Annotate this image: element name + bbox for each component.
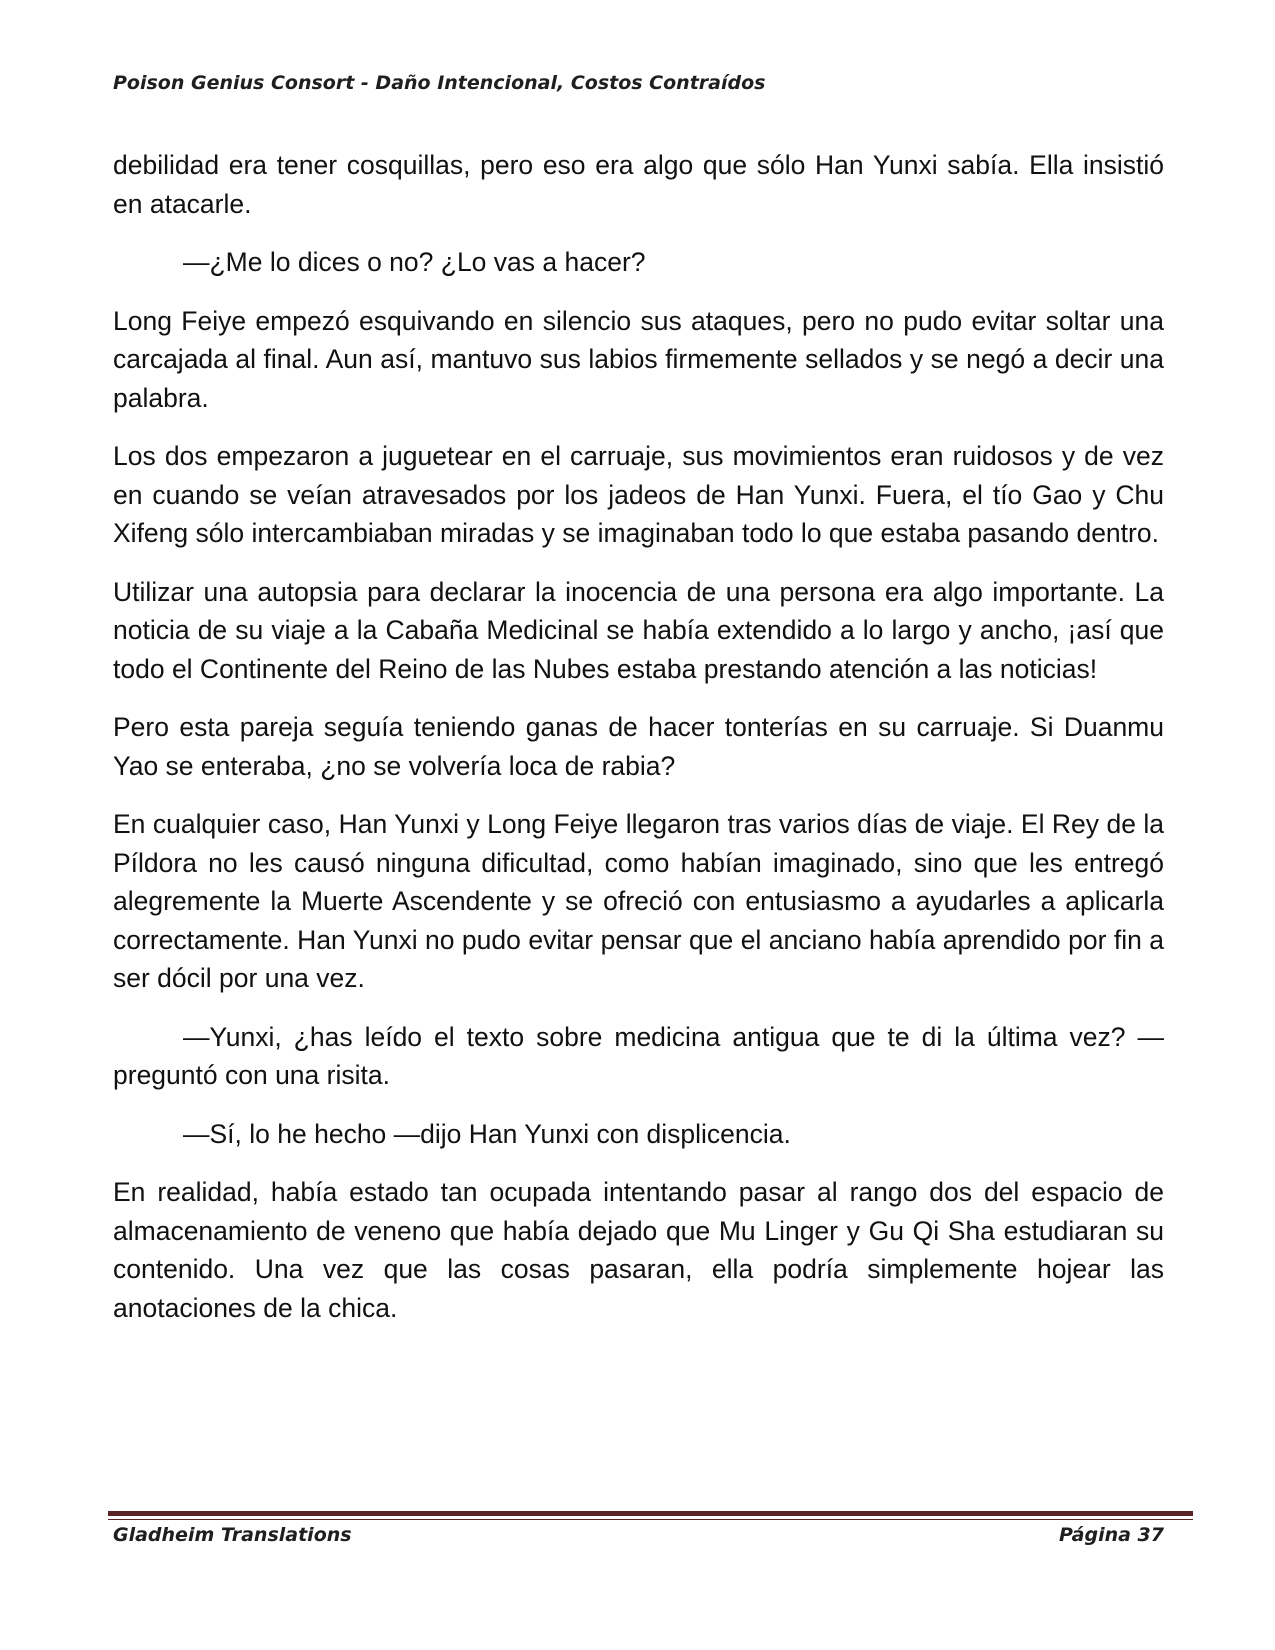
paragraph: Utilizar una autopsia para declarar la inocencia de una persona era algo importante. La noticia de su viaje a la Cabaña Medicinal se había extendido a lo largo y ancho, ¡así que todo el Continente del Reino de las Nubes estaba prestando atención a las noticias!	[113, 576, 1164, 684]
paragraph: Pero esta pareja seguía teniendo ganas de hacer tonterías en su carruaje. Si Duanmu Yao se enteraba, ¿no se volvería loca de rabia?	[113, 712, 1164, 781]
footer-publisher: Gladheim Translations	[113, 1524, 352, 1546]
dialog-paragraph: —Sí, lo he hecho —dijo Han Yunxi con displicencia.	[183, 1118, 791, 1149]
page-number: Página 37	[1058, 1524, 1164, 1546]
paragraph: debilidad era tener cosquillas, pero eso era algo que sólo Han Yunxi sabía. Ella insistió en atacarle.	[113, 150, 1164, 219]
paragraph: Long Feiye empezó esquivando en silencio sus ataques, pero no pudo evitar soltar una carcajada al final. Aun así, mantuvo sus labios firmemente sellados y se negó a decir una palabra.	[113, 305, 1164, 413]
footer-rule-thin	[108, 1519, 1193, 1520]
body-text	[113, 146, 1164, 1347]
paragraph: En realidad, había estado tan ocupada intentando pasar al rango dos del espacio de almacenamiento de veneno que había dejado que Mu Linger y Gu Qi Sha estudiaran su contenido. Una vez que las cosas pasaran, ella podría simplemente hojear las anotaciones de la chica.	[113, 1177, 1164, 1323]
dialog-paragraph: —¿Me lo dices o no? ¿Lo vas a hacer?	[183, 247, 646, 277]
running-header: Poison Genius Consort - Daño Intencional, Costos Contraídos	[113, 72, 766, 94]
footer-rule	[108, 1511, 1193, 1516]
dialog-paragraph: —Yunxi, ¿has leído el texto sobre medicina antigua que te di la última vez? —preguntó con una risita.	[113, 1021, 1164, 1090]
paragraph: En cualquier caso, Han Yunxi y Long Feiye llegaron tras varios días de viaje. El Rey de la Píldora no les causó ninguna dificultad, como habían imaginado, sino que les entregó alegremente la Muerte Ascendente y se ofreció con entusiasmo a ayudarles a aplicarla correctamente. Han Yunxi no pudo evitar pensar que el anciano había aprendido por fin a ser dócil por una vez.	[113, 809, 1164, 993]
paragraph: Los dos empezaron a juguetear en el carruaje, sus movimientos eran ruidosos y de vez en cuando se veían atravesados por los jadeos de Han Yunxi. Fuera, el tío Gao y Chu Xifeng sólo intercambiaban miradas y se imaginaban todo lo que estaba pasando dentro.	[113, 441, 1164, 548]
